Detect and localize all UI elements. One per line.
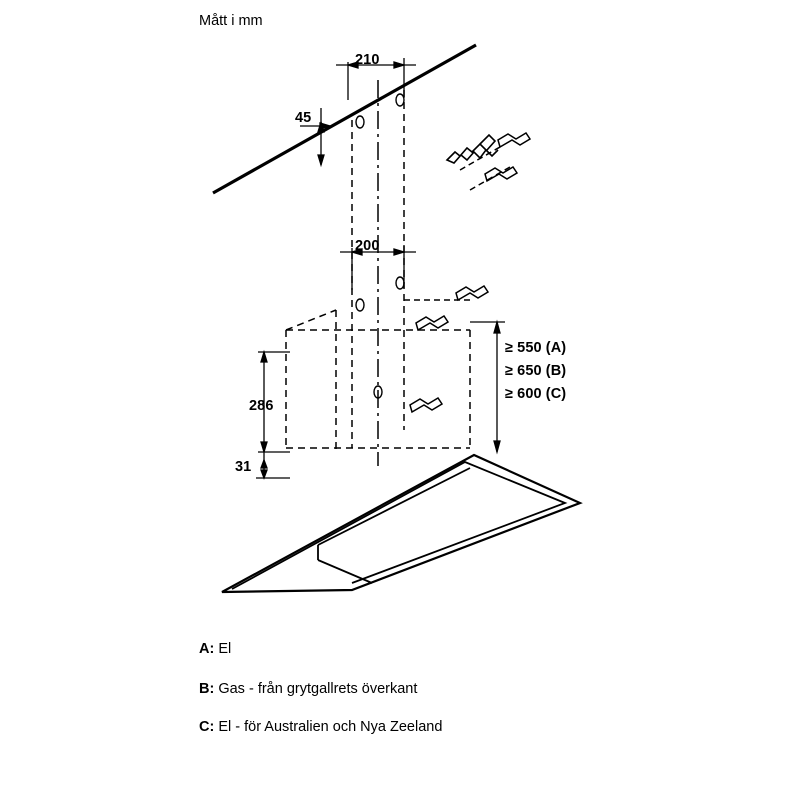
legend-key-c: C: <box>199 719 215 735</box>
page-title: Mått i mm <box>199 13 263 29</box>
legend-item-c <box>199 719 442 735</box>
screw-set-lower <box>410 398 442 412</box>
legend-text-b: Gas - från grytgallrets överkant <box>218 681 418 697</box>
clearance-label-b: ≥ 650 (B) <box>505 363 567 379</box>
wall-edge-line <box>213 45 476 193</box>
clearance-label-c: ≥ 600 (C) <box>505 386 567 402</box>
legend-key-b: B: <box>199 681 215 697</box>
dimension-label-210: 210 <box>355 52 380 68</box>
dimension-31 <box>256 452 290 478</box>
dimension-label-31: 31 <box>235 459 252 475</box>
screw-set-mid <box>404 286 488 330</box>
legend-text-c: El - för Australien och Nya Zeeland <box>218 719 443 735</box>
dimension-label-286: 286 <box>249 398 274 414</box>
legend-item-a <box>199 641 231 657</box>
dimension-label-45: 45 <box>295 110 312 126</box>
wall-bracket <box>447 135 498 163</box>
dimension-label-200: 200 <box>355 238 380 254</box>
hob-outline <box>222 455 580 592</box>
legend-key-a: A: <box>199 641 215 657</box>
legend-item-b <box>199 681 417 697</box>
legend-text-a: El <box>218 641 232 657</box>
dimension-clearance <box>470 322 505 452</box>
clearance-label-a: ≥ 550 (A) <box>505 340 567 356</box>
duct-outline-dashed <box>336 90 404 450</box>
